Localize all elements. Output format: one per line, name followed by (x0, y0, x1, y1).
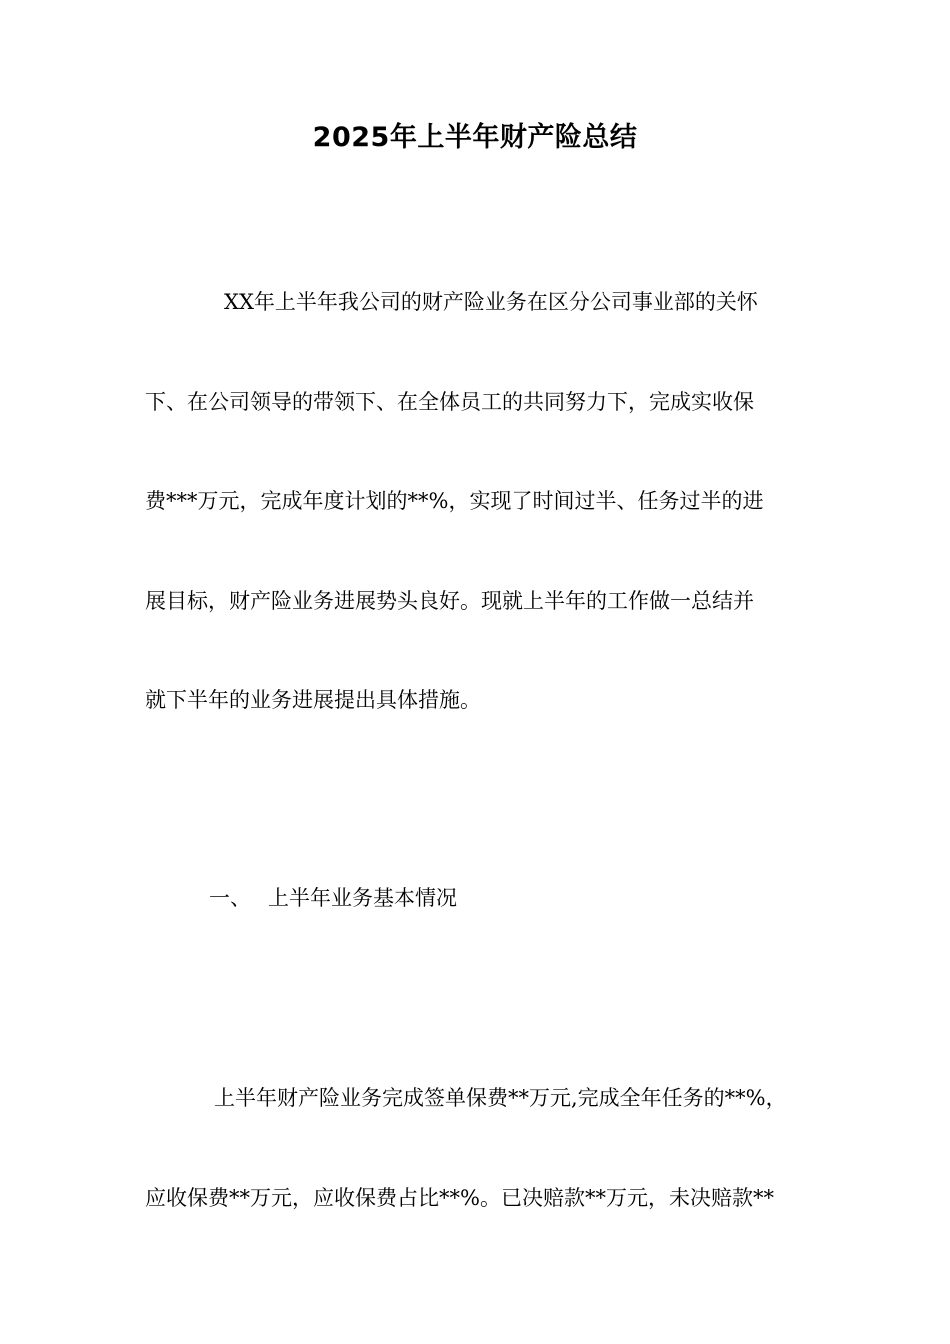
section-1-line-2: 应收保费**万元，应收保费占比**%。已决赔款**万元，未决赔款** (145, 1186, 774, 1210)
intro-line-5: 就下半年的业务进展提出具体措施。 (145, 688, 481, 712)
intro-line-3: 费***万元，完成年度计划的**%，实现了时间过半、任务过半的进 (145, 489, 764, 513)
section-1-line-1: 上半年财产险业务完成签单保费**万元,完成全年任务的**%， (214, 1086, 787, 1110)
intro-line-2: 下、在公司领导的带领下、在全体员工的共同努力下，完成实收保 (145, 390, 754, 414)
intro-line-4: 展目标，财产险业务进展势头良好。现就上半年的工作做一总结并 (145, 589, 754, 613)
section-1-number: 一、 (209, 886, 251, 910)
intro-line-1: XX年上半年我公司的财产险业务在区分公司事业部的关怀 (224, 290, 758, 314)
document-title: 2025年上半年财产险总结 (312, 122, 638, 153)
section-1-heading: 上半年业务基本情况 (268, 886, 457, 910)
